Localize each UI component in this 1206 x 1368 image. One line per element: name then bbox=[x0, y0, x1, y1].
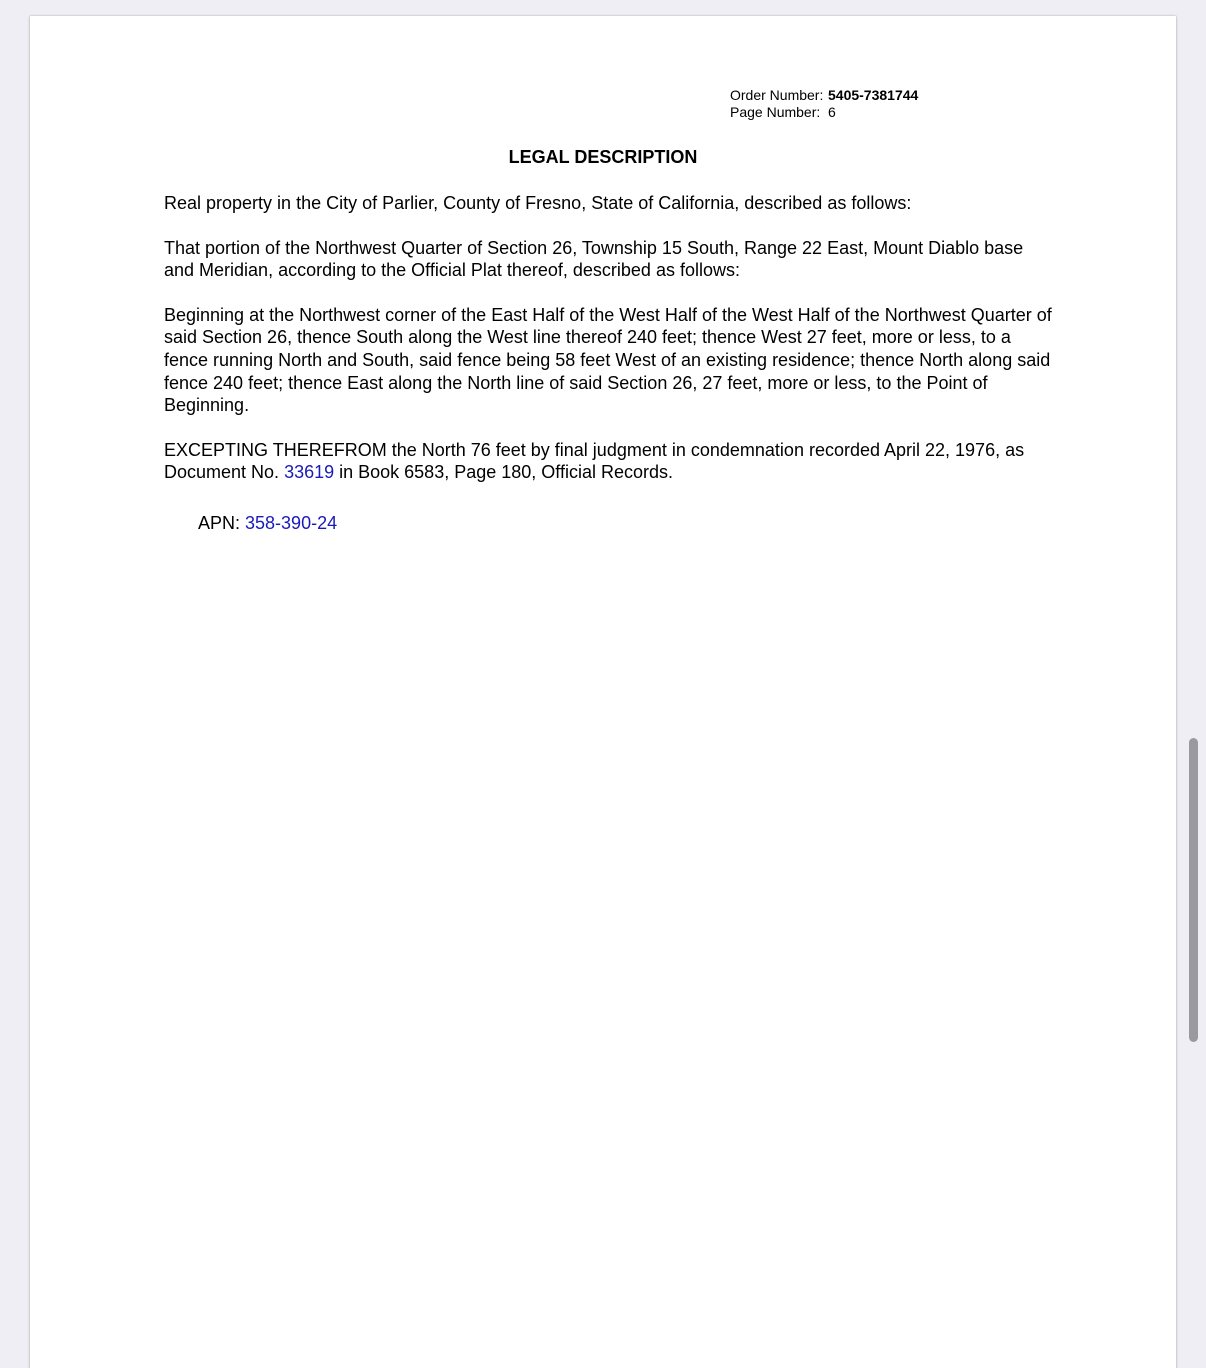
page-number-row bbox=[730, 104, 918, 121]
order-info bbox=[730, 87, 918, 121]
apn-line bbox=[198, 512, 1054, 535]
paragraph-exception bbox=[164, 439, 1054, 484]
vertical-scrollbar[interactable] bbox=[1189, 738, 1198, 1042]
apn-label: APN: bbox=[198, 512, 246, 533]
paragraph-portion: That portion of the Northwest Quarter of Section 26, Township 15 South, Range 22 East, Mount Diablo base and Meridian, according to the Official Plat thereof, described as follows: bbox=[164, 237, 1024, 281]
order-number-value: 5405-7381744 bbox=[828, 87, 919, 103]
exception-text-end: in Book 6583, Page 180, Official Records. bbox=[334, 462, 673, 483]
paragraph-boundary: Beginning at the Northwest corner of the East Half of the West Half of the West Half of the Northwest Quarter of said Section 26, thence South along the West line thereof 240 feet; thence West 27 feet, more or less, to a fence running North and South, said fence being 58 feet West of an existing residence; thence North along said fence 240 feet; thence East along the North line of said Section 26, 27 feet, more or less, to the Point of Beginning. bbox=[164, 304, 1052, 416]
apn-link[interactable]: 358-390-24 bbox=[245, 512, 338, 533]
document-page bbox=[30, 16, 1176, 1368]
document-title: LEGAL DESCRIPTION bbox=[508, 147, 698, 167]
paragraph-property-location: Real property in the City of Parlier, County of Fresno, State of California, described as follows: bbox=[164, 193, 912, 213]
order-number-label: Order Number: bbox=[730, 87, 824, 103]
page-number-value: 6 bbox=[828, 104, 836, 120]
page-number-label: Page Number: bbox=[730, 104, 821, 120]
exception-text-start: EXCEPTING THEREFROM the North 76 feet by final judgment in condemnation recorded April 22, 1976, as Document No. bbox=[164, 439, 1025, 483]
legal-description-body bbox=[164, 192, 1054, 535]
document-number-link[interactable]: 33619 bbox=[284, 462, 335, 483]
order-number-row bbox=[730, 87, 918, 104]
